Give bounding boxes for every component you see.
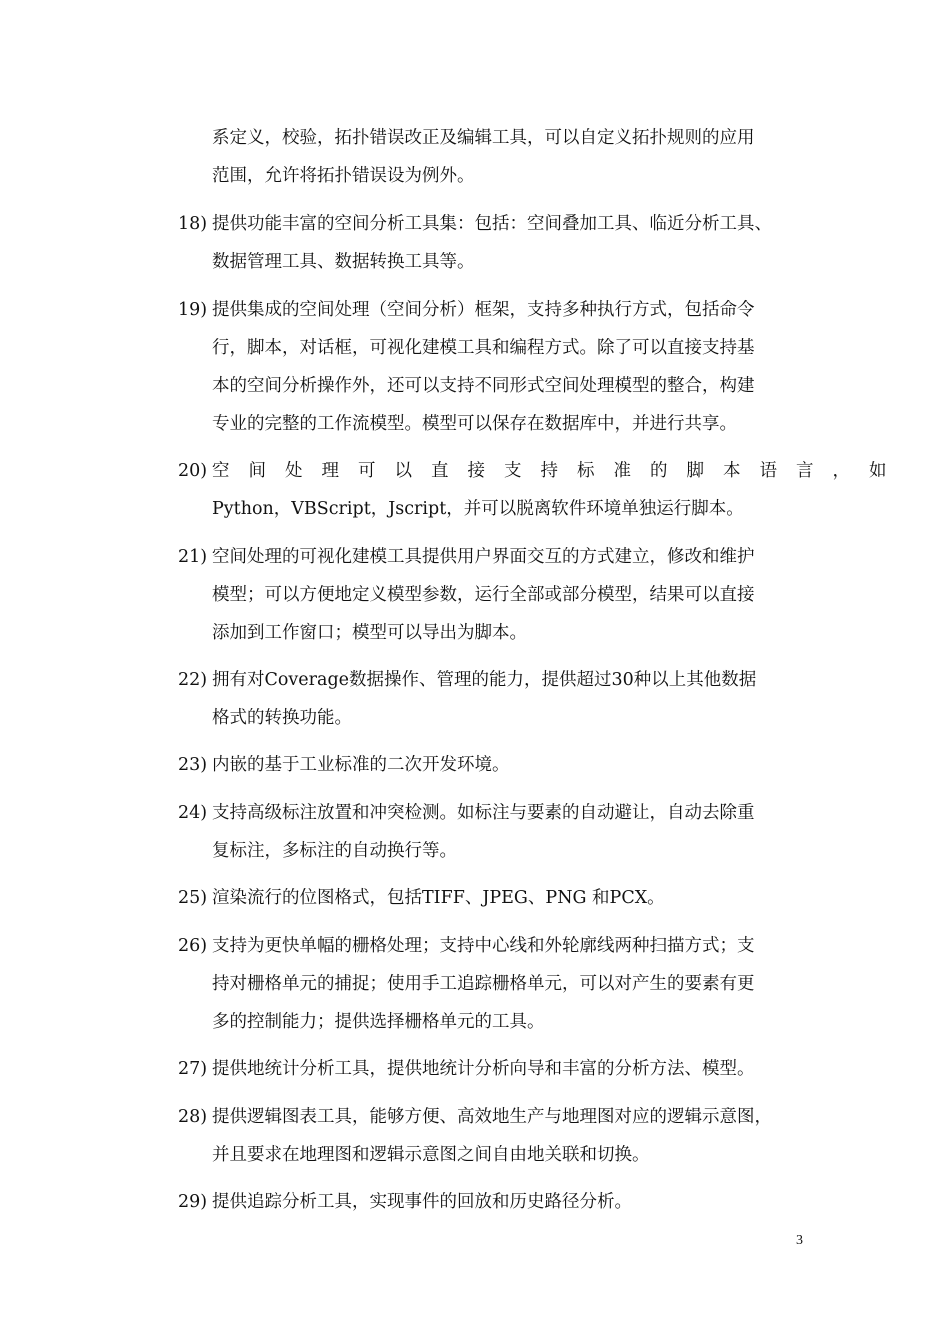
item-line: 内嵌的基于工业标准的二次开发环境。 <box>212 755 510 775</box>
item-number: 29) <box>178 1192 208 1212</box>
intro-line: 范围，允许将拓扑错误设为例外。 <box>212 166 475 186</box>
item-line: 提供地统计分析工具，提供地统计分析向导和丰富的分析方法、模型。 <box>212 1059 755 1079</box>
item-line: 数据管理工具、数据转换工具等。 <box>212 252 475 272</box>
item-number: 24) <box>178 803 208 823</box>
item-line: 拥有对Coverage数据操作、管理的能力，提供超过30种以上其他数据 <box>212 670 757 690</box>
item-line: 支持为更快单幅的栅格处理；支持中心线和外轮廓线两种扫描方式；支 <box>212 936 755 956</box>
item-line: 空间处理的可视化建模工具提供用户界面交互的方式建立，修改和维护 <box>212 547 755 567</box>
item-number: 25) <box>178 888 208 908</box>
item-line: Python，VBScript，Jscript，并可以脱离软件环境单独运行脚本。 <box>212 499 744 519</box>
intro-line: 系定义，校验，拓扑错误改正及编辑工具，可以自定义拓扑规则的应用 <box>212 128 755 148</box>
item-line: 添加到工作窗口；模型可以导出为脚本。 <box>212 623 527 643</box>
item-number: 22) <box>178 670 208 690</box>
item-number: 27) <box>178 1059 208 1079</box>
item-line: 空间处理可以直接支持标准的脚本语言，如 <box>212 461 906 481</box>
item-line: 复标注，多标注的自动换行等。 <box>212 841 457 861</box>
item-line: 本的空间分析操作外，还可以支持不同形式空间处理模型的整合，构建 <box>212 376 755 396</box>
item-line: 提供逻辑图表工具，能够方便、高效地生产与地理图对应的逻辑示意图， <box>212 1107 772 1127</box>
item-line: 并且要求在地理图和逻辑示意图之间自由地关联和切换。 <box>212 1145 650 1165</box>
item-number: 23) <box>178 755 208 775</box>
item-line: 提供功能丰富的空间分析工具集：包括：空间叠加工具、临近分析工具、 <box>212 214 772 234</box>
item-line: 专业的完整的工作流模型。模型可以保存在数据库中，并进行共享。 <box>212 414 737 434</box>
item-number: 20) <box>178 461 208 481</box>
item-line: 支持高级标注放置和冲突检测。如标注与要素的自动避让，自动去除重 <box>212 803 755 823</box>
item-line: 模型；可以方便地定义模型参数，运行全部或部分模型，结果可以直接 <box>212 585 755 605</box>
item-line: 提供集成的空间处理（空间分析）框架，支持多种执行方式，包括命令 <box>212 300 755 320</box>
item-number: 26) <box>178 936 208 956</box>
item-line: 格式的转换功能。 <box>212 708 352 728</box>
item-line: 持对栅格单元的捕捉；使用手工追踪栅格单元，可以对产生的要素有更 <box>212 974 755 994</box>
item-line: 多的控制能力；提供选择栅格单元的工具。 <box>212 1012 545 1032</box>
page-number: 3 <box>796 1233 803 1248</box>
item-number: 21) <box>178 547 208 567</box>
item-number: 18) <box>178 214 208 234</box>
item-number: 28) <box>178 1107 208 1127</box>
item-number: 19) <box>178 300 208 320</box>
item-line: 提供追踪分析工具，实现事件的回放和历史路径分析。 <box>212 1192 632 1212</box>
item-line: 行，脚本，对话框，可视化建模工具和编程方式。除了可以直接支持基 <box>212 338 755 358</box>
item-line: 渲染流行的位图格式，包括TIFF、JPEG、PNG 和PCX。 <box>212 888 665 908</box>
